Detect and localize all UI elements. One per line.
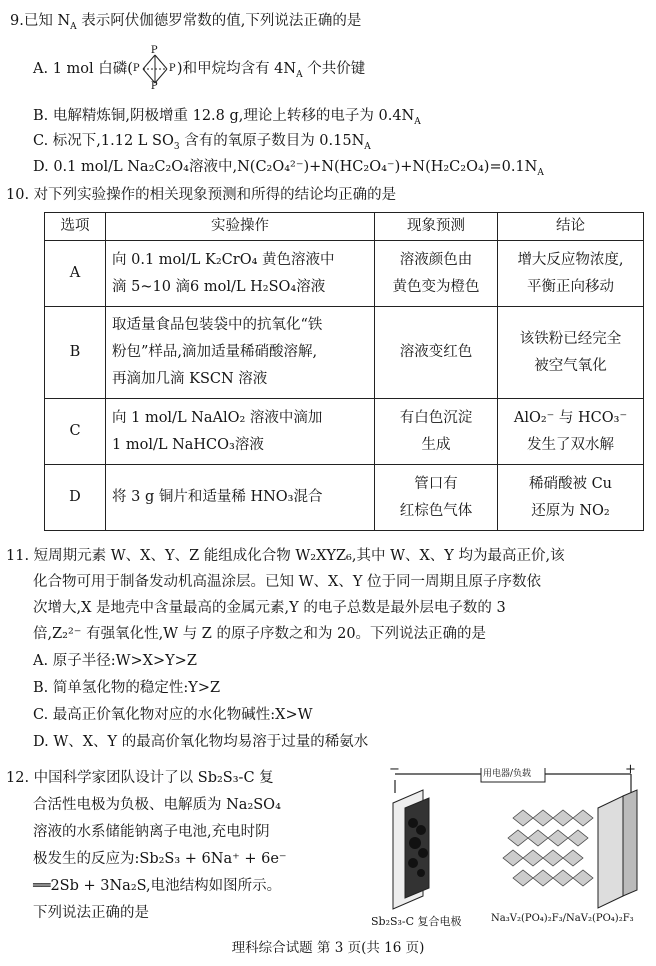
cell-line: 再滴加几滴 KSCN 溶液: [112, 371, 268, 387]
row-c-phenomenon: [375, 399, 498, 465]
row-b-option: B: [45, 307, 106, 399]
cell-line: AlO₂⁻ 与 HCO₃⁻: [513, 409, 628, 426]
row-d-conclusion: [498, 465, 644, 531]
q9-optA-prefix: A. 1 mol 白磷(: [33, 61, 133, 77]
q11-line-4: 倍,Z₂²⁻ 有强氧化性,W 与 Z 的原子序数之和为 20。下列说法正确的是: [33, 626, 487, 642]
battery-diagram: [383, 768, 653, 918]
p4-atom-right: P: [168, 63, 176, 74]
cell-line: 溶液颜色由: [399, 251, 473, 268]
cell-line: 将 3 g 铜片和适量稀 HNO₃混合: [112, 489, 323, 505]
q11-line-3: 次增大,X 是地壳中含量最高的金属元素,Y 的电子总数是最外层电子数的 3: [33, 600, 506, 616]
cell-line: 黄色变为橙色: [392, 278, 480, 295]
cell-line: 管口有: [414, 475, 458, 492]
cell-line: 有白色沉淀: [399, 409, 473, 426]
q12-line-3: 溶液的水系储能钠离子电池,充电时阴: [33, 824, 270, 840]
cell-line: 增大反应物浓度,: [517, 251, 624, 268]
q12-line-1: 12. 中国科学家团队设计了以 Sb₂S₃-C 复: [6, 770, 274, 786]
header-option: 选项: [45, 213, 106, 241]
neg-terminal-label: −: [389, 762, 400, 777]
cell-line: 该铁粉已经完全: [519, 330, 622, 347]
sub-a: A: [296, 69, 303, 80]
q11-option-a: A. 原子半径:W>X>Y>Z: [33, 653, 197, 669]
q11-line-2: 化合物可用于制备发动机高温涂层。已知 W、X、Y 位于同一周期且原子序数依: [33, 574, 542, 590]
q12-line-6: 下列说法正确的是: [33, 905, 149, 921]
header-conclusion: 结论: [498, 213, 644, 241]
q9-optD-text: D. 0.1 mol/L Na₂C₂O₄溶液中,N(C₂O₄²⁻)+N(HC₂O₄⁻)+N(H₂C₂O₄)=0.1N: [33, 159, 538, 175]
q9-optA-suffix: )和甲烷均含有 4N: [176, 61, 297, 77]
q9-option-b: [33, 107, 421, 125]
row-a-operation: [106, 241, 375, 307]
cell-line: 红棕色气体: [399, 502, 473, 519]
cell-line: 1 mol/L NaHCO₃溶液: [112, 436, 264, 453]
cell-line: 平衡正向移动: [527, 278, 614, 295]
table-row-b: [45, 307, 644, 399]
cell-line: 被空气氧化: [534, 357, 607, 374]
q9-stem-b: 表示阿伏伽德罗常数的值,下列说法正确的是: [76, 13, 362, 29]
q9-option-c: C. 标况下,1.12 L $SO_3$ 含有的氧原子数目为 $0.15N_A$: [33, 133, 371, 152]
q9-option-a: [33, 45, 366, 92]
row-c-operation: [106, 399, 375, 465]
cell-line: 稀硝酸被 Cu: [528, 475, 613, 492]
load-label: 用电器/负载: [483, 769, 532, 779]
cell-line: 溶液变红色: [399, 344, 473, 360]
header-phenomenon: 现象预测: [375, 213, 498, 241]
table-row-c: [45, 399, 644, 465]
q12-line-2: 合活性电极为负极、电解质为 Na₂SO₄: [33, 797, 281, 813]
row-b-operation: [106, 307, 375, 399]
q12-line-5: ══2Sb + 3Na₂S,电池结构如图所示。: [33, 878, 282, 894]
q9-optC-a: C. 标况下,1.12 L SO: [33, 133, 174, 149]
cell-line: 生成: [421, 436, 451, 453]
row-b-conclusion: [498, 307, 644, 399]
q9-optB-text: B. 电解精炼铜,阴极增重 12.8 g,理论上转移的电子为 0.4N: [33, 108, 415, 124]
row-c-conclusion: [498, 399, 644, 465]
row-d-option: D: [45, 465, 106, 531]
row-a-conclusion: [498, 241, 644, 307]
row-d-operation: [106, 465, 375, 531]
cell-line: 发生了双水解: [527, 436, 614, 453]
p4-molecule: [132, 45, 177, 92]
q11-option-b: B. 简单氢化物的稳定性:Y>Z: [33, 680, 221, 696]
table-row-a: [45, 241, 644, 307]
row-a-option: A: [45, 241, 106, 307]
q9-stem-a: 9.已知 N: [10, 13, 71, 29]
q9-optA-tail: 个共价键: [302, 61, 366, 77]
sub-a: A: [537, 167, 544, 178]
row-b-phenomenon: [375, 307, 498, 399]
experiment-table: [44, 212, 644, 531]
q10-stem: 10. 对下列实验操作的相关现象预测和所得的结论均正确的是: [6, 187, 397, 203]
cell-line: 还原为 NO₂: [531, 502, 610, 519]
q9-optC-b: 含有的氧原子数目为 0.15N: [179, 133, 365, 149]
row-c-option: C: [45, 399, 106, 465]
battery-figure: [371, 762, 653, 938]
right-electrode-caption: Na₃V₂(PO₄)₂F₃/NaV₂(PO₄)₂F₃: [491, 913, 634, 924]
row-d-phenomenon: [375, 465, 498, 531]
cell-line: 取适量食品包装袋中的抗氧化“铁: [112, 317, 323, 333]
cell-line: 向 0.1 mol/L K₂CrO₄ 黄色溶液中: [112, 251, 335, 268]
cell-line: 粉包”样品,滴加适量稀硝酸溶解,: [112, 344, 318, 360]
row-a-phenomenon: [375, 241, 498, 307]
sub-a: A: [414, 116, 421, 127]
q9-option-d: [33, 158, 544, 176]
sub-a: A: [70, 21, 77, 32]
table-row-d: [45, 465, 644, 531]
page-footer: 理科综合试题 第 3 页(共 16 页): [231, 940, 425, 956]
p4-atom-bottom: P: [150, 81, 158, 92]
sub-a: A: [364, 141, 371, 152]
q12-line-4: 极发生的反应为:Sb₂S₃ + 6Na⁺ + 6e⁻: [33, 851, 287, 867]
header-operation: 实验操作: [106, 213, 375, 241]
cell-line: 向 1 mol/L NaAlO₂ 溶液中滴加: [112, 409, 323, 426]
pos-terminal-label: +: [625, 762, 636, 777]
q11-line-1: 11. 短周期元素 W、X、Y、Z 能组成化合物 W₂XYZ₆,其中 W、X、Y 均为最高正价,该: [6, 548, 565, 564]
q11-option-c: C. 最高正价氧化物对应的水化物碱性:X>W: [33, 707, 313, 723]
p4-atom-left: P: [132, 63, 140, 74]
table-header-row: [45, 213, 644, 241]
cell-line: 滴 5~10 滴6 mol/L H₂SO₄溶液: [112, 278, 326, 295]
left-electrode-caption: Sb₂S₃-C 复合电极: [371, 915, 462, 928]
q11-option-d: D. W、X、Y 的最高价氧化物均易溶于过量的稀氨水: [33, 734, 369, 750]
q9-stem: [10, 12, 361, 30]
p4-atom-top: P: [150, 45, 158, 56]
